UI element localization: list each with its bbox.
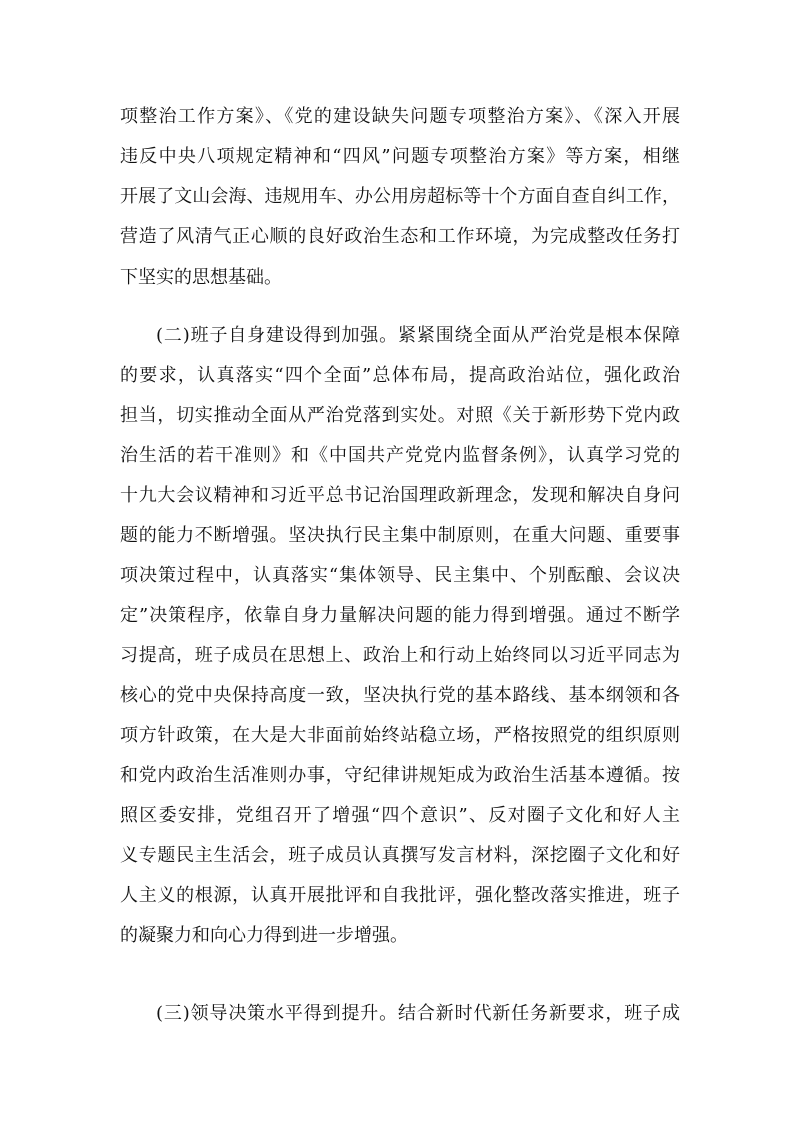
paragraph-1-line-5: 下坚实的思想基础。 xyxy=(120,267,282,288)
paragraph-2-line-3: 担当，切实推动全面从严治党落到实处。对照《关于新形势下党内政 xyxy=(120,405,680,426)
paragraph-1-line-2: 违反中央八项规定精神和“四风”问题专项整治方案》等方案，相继 xyxy=(120,146,680,167)
paragraph-2-line-1: (二)班子自身建设得到加强。紧紧围绕全面从严治党是根本保障 xyxy=(156,325,680,346)
paragraph-2-line-4: 治生活的若干准则》和《中国共产党党内监督条例》，认真学习党的 xyxy=(120,445,680,466)
paragraph-2-line-11: 项方针政策，在大是大非面前始终站稳立场，严格按照党的组织原则 xyxy=(120,725,680,746)
paragraph-3-line-1: (三)领导决策水平得到提升。结合新时代新任务新要求，班子成 xyxy=(156,1003,680,1024)
paragraph-1-line-1: 项整治工作方案》、《党的建设缺失问题专项整治方案》、《深入开展 xyxy=(120,106,680,127)
paragraph-2-line-13: 照区委安排，党组召开了增强“四个意识”、反对圈子文化和好人主 xyxy=(120,805,680,826)
paragraph-2-line-12: 和党内政治生活准则办事，守纪律讲规矩成为政治生活基本遵循。按 xyxy=(120,765,680,786)
paragraph-2-line-5: 十九大会议精神和习近平总书记治国理政新理念，发现和解决自身问 xyxy=(120,485,680,506)
paragraph-1-line-3: 开展了文山会海、违规用车、办公用房超标等十个方面自查自纠工作， xyxy=(120,186,680,207)
paragraph-2-line-10: 核心的党中央保持高度一致，坚决执行党的基本路线、基本纲领和各 xyxy=(120,685,680,706)
paragraph-2-line-2: 的要求，认真落实“四个全面”总体布局，提高政治站位，强化政治 xyxy=(120,365,680,386)
paragraph-2-line-8: 定”决策程序，依靠自身力量解决问题的能力得到增强。通过不断学 xyxy=(120,605,680,626)
paragraph-2-line-15: 人主义的根源，认真开展批评和自我批评，强化整改落实推进，班子 xyxy=(120,885,680,906)
paragraph-2-line-9: 习提高，班子成员在思想上、政治上和行动上始终同以习近平同志为 xyxy=(120,645,680,666)
paragraph-1-line-4: 营造了风清气正心顺的良好政治生态和工作环境，为完成整改任务打 xyxy=(120,226,680,247)
paragraph-2-line-6: 题的能力不断增强。坚决执行民主集中制原则，在重大问题、重要事 xyxy=(120,525,680,546)
paragraph-2-line-7: 项决策过程中，认真落实“集体领导、民主集中、个别酝酿、会议决 xyxy=(120,565,680,586)
paragraph-2-line-16: 的凝聚力和向心力得到进一步增强。 xyxy=(120,925,408,946)
paragraph-2-line-14: 义专题民主生活会，班子成员认真撰写发言材料，深挖圈子文化和好 xyxy=(120,845,680,866)
